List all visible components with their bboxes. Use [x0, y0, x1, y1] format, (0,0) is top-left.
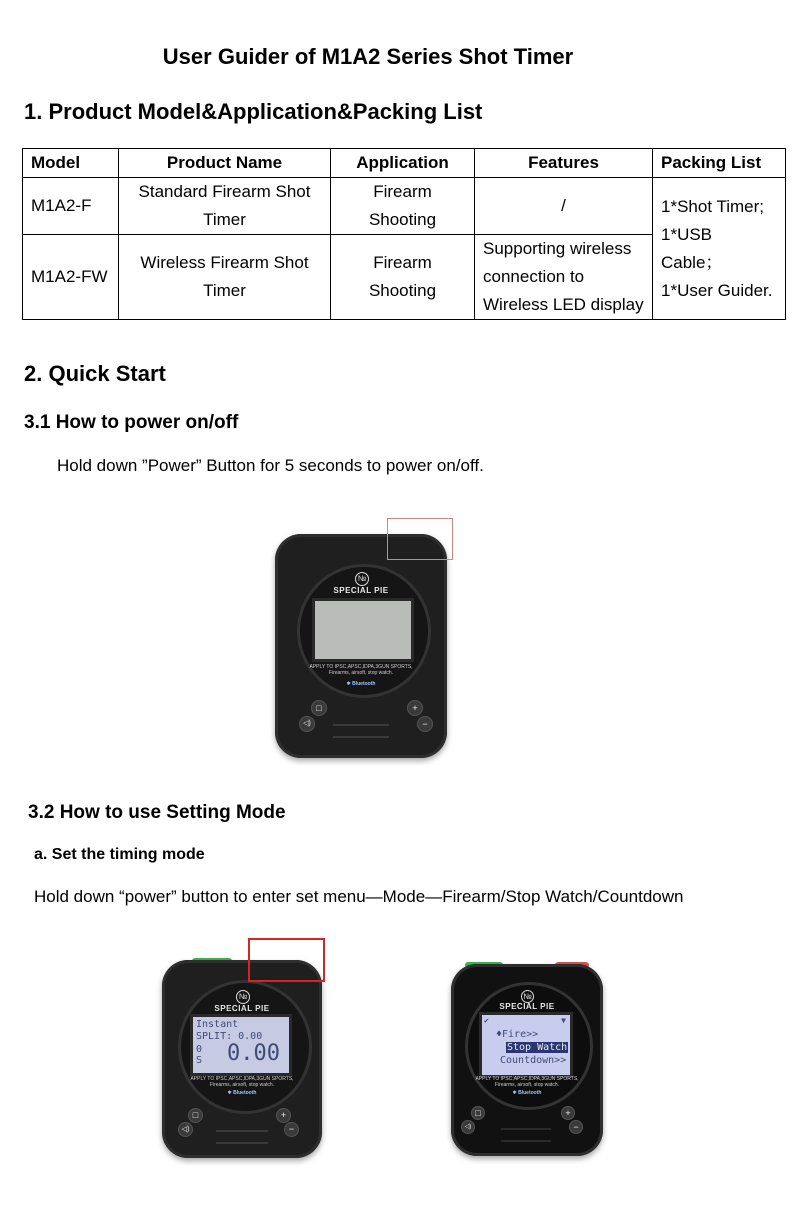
lcd-big-time: 0.00 [227, 1041, 280, 1066]
plus-button: + [276, 1108, 291, 1123]
lcd-screen [479, 1012, 573, 1078]
header-application: Application [331, 149, 475, 178]
cell-line: Firearm [373, 253, 432, 272]
sound-button: ◁) [299, 716, 315, 732]
packing-item: 1*User Guider. [661, 280, 773, 300]
menu-item-stop-watch: Stop Watch [507, 1042, 568, 1053]
cell-product-name [119, 235, 331, 320]
menu-item-fire: ♦Fire>> [496, 1029, 539, 1040]
minus-button: − [569, 1120, 583, 1134]
cell-model: M1A2-FW [23, 235, 119, 320]
device-apply-text [473, 1076, 581, 1088]
cell-features [475, 235, 653, 320]
brand-name: SPECIAL PIE [214, 1004, 270, 1013]
table-header-row [23, 149, 786, 178]
section-3-2-heading: 3.2 How to use Setting Mode [28, 802, 286, 823]
brand-name: SPECIAL PIE [499, 1002, 555, 1011]
power-instruction: Hold down ”Power” Button for 5 seconds to power on/off. [57, 456, 484, 475]
minus-button: − [417, 716, 433, 732]
brand-logo-icon: № [236, 990, 250, 1004]
apply-line: Firearms, airsoft, stop watch. [328, 670, 394, 676]
cell-line: Shooting [368, 210, 437, 229]
packing-item: 1*Shot Timer; [661, 196, 764, 216]
plus-button: + [407, 700, 423, 716]
bluetooth-label: ✱ Bluetooth [346, 681, 376, 687]
cell-application [331, 235, 475, 320]
cell-line: Wireless Firearm Shot [140, 253, 309, 272]
header-product-name: Product Name [119, 149, 331, 178]
lock-button: □ [471, 1106, 485, 1120]
header-features: Features [475, 149, 653, 178]
down-arrow-icon: ▼ [561, 1016, 566, 1025]
cell-line: Timer [203, 281, 246, 300]
brand-logo-icon: № [521, 990, 534, 1003]
cell-model: M1A2-F [23, 178, 119, 235]
header-packing-list: Packing List [653, 149, 786, 178]
lcd-shot-count: 0 [196, 1044, 203, 1055]
power-button-highlight [248, 938, 325, 982]
header-model: Model [23, 149, 119, 178]
lcd-screen [312, 598, 414, 662]
apply-line: APPLY TO IPSC,APSC,IDPA,3GUN SPORTS, [190, 1076, 294, 1082]
speaker-grill [501, 1128, 551, 1142]
table-row [23, 178, 786, 235]
apply-line: Firearms, airsoft, stop watch. [494, 1082, 560, 1088]
device-apply-text [188, 1076, 296, 1088]
device-apply-text [307, 664, 415, 676]
cell-line: Firearm [373, 182, 432, 201]
check-icon: ✔ [484, 1016, 489, 1025]
packing-item: 1*USB Cable； [661, 224, 723, 272]
section-3-1-heading: 3.1 How to power on/off [24, 412, 239, 433]
brand-logo-icon: № [355, 572, 369, 586]
setting-instruction: Hold down “power” button to enter set menu—Mode—Firearm/Stop Watch/Countdown [34, 887, 684, 906]
cell-line: Timer [203, 210, 246, 229]
lock-button: □ [311, 700, 327, 716]
brand-name: SPECIAL PIE [333, 586, 389, 595]
shot-timer-menu-photo [451, 960, 603, 1160]
cell-product-name [119, 178, 331, 235]
cell-features: / [475, 178, 653, 235]
lcd-mode-label: Instant [196, 1019, 239, 1030]
cell-line: Shooting [368, 281, 437, 300]
document-title: User Guider of M1A2 Series Shot Timer [162, 44, 574, 69]
lcd-split: SPLIT: 0.00 [196, 1031, 263, 1042]
speaker-grill [333, 724, 389, 738]
shot-timer-photo [275, 528, 447, 760]
sound-button: ◁) [461, 1120, 475, 1134]
bluetooth-label: ✱ Bluetooth [227, 1090, 257, 1096]
apply-line: Firearms, airsoft, stop watch. [209, 1082, 275, 1088]
apply-line: APPLY TO IPSC,APSC,IDPA,3GUN SPORTS, [475, 1076, 579, 1082]
power-button-highlight [387, 518, 453, 560]
cell-line: Wireless LED display [483, 295, 644, 314]
bluetooth-label: ✱ Bluetooth [512, 1090, 542, 1096]
section-1-heading: 1. Product Model&Application&Packing List [24, 99, 483, 124]
apply-line: APPLY TO IPSC,APSC,IDPA,3GUN SPORTS, [309, 664, 413, 670]
lcd-screen [190, 1014, 292, 1076]
cell-application [331, 178, 475, 235]
cell-line: connection to [483, 267, 585, 286]
cell-packing-list [653, 178, 786, 320]
sound-button: ◁) [178, 1122, 193, 1137]
lock-button: □ [188, 1108, 203, 1123]
cell-line: Supporting wireless [483, 239, 632, 258]
product-table [22, 148, 786, 320]
lcd-unit: S [196, 1055, 203, 1066]
minus-button: − [284, 1122, 299, 1137]
menu-item-countdown: Countdown>> [500, 1055, 567, 1066]
section-2-heading: 2. Quick Start [24, 361, 166, 386]
speaker-grill [216, 1130, 268, 1144]
cell-line: Standard Firearm Shot [138, 182, 311, 201]
plus-button: + [561, 1106, 575, 1120]
subsection-a-heading: a. Set the timing mode [34, 846, 205, 863]
